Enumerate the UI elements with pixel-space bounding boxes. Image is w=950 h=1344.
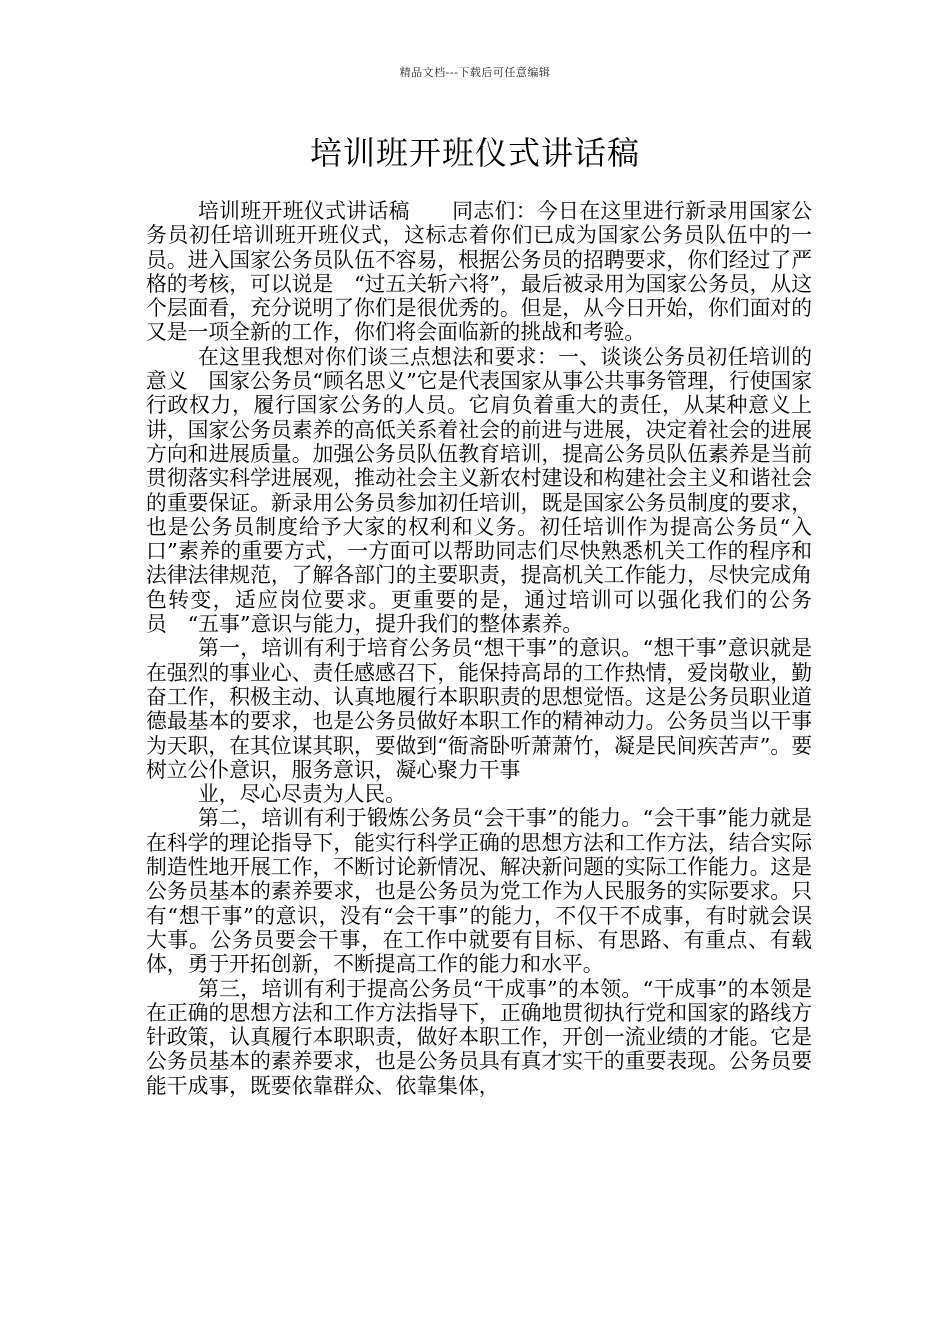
paragraph-significance: 在这里我想对你们谈三点想法和要求：一、谈谈公务员初任培训的意义 国家公务员“顾名思义”它是代表国家从事公共事务管理，行使国家行政权力，履行国家公务的人员。它肩负着重大的责任，从某种意义上讲，国家公务员素养的高低关系着社会的前进与进展，决定着社会的进展方向和进展质量。加强公务员队伍教育培训，提高公务员队伍素养是当前贯彻落实科学进展观，推动社会主义新农村建设和构建社会主义和谐社会的重要保证。新录用公务员参加初任培训，既是国家公务员制度的要求，也是公务员制度给予大家的权利和义务。初任培训作为提高公务员“入口”素养的重要方式，一方面可以帮助同志们尽快熟悉机关工作的程序和法律法律规范，了解各部门的主要职责，提高机关工作能力，尽快完成角色转变，适应岗位要求。更重要的是，通过培训可以强化我们的公务员 “五事”意识与能力，提升我们的整体素养。 (146, 344, 812, 637)
paragraph-third-point: 第三，培训有利于提高公务员“干成事”的本领。“干成事”的本领是在正确的思想方法和工作方法指导下，正确地贯彻执行党和国家的路线方针政策，认真履行本职职责，做好本职工作，开创一流业绩的才能。它是公务员基本的素养要求，也是公务员具有真才实干的重要表现。公务员要能干成事，既要依靠群众、依靠集体， (146, 976, 812, 1098)
paragraph-first-point: 第一，培训有利于培育公务员“想干事”的意识。“想干事”意识就是在强烈的事业心、责任感感召下，能保持高昂的工作热情，爱岗敬业，勤奋工作，积极主动、认真地履行本职职责的思想觉悟。这是公务员职业道德最基本的要求，也是公务员做好本职工作的精神动力。公务员当以干事为天职，在其位谋其职，要做到“衙斋卧听萧萧竹，凝是民间疾苦声”。要树立公仆意识，服务意识，凝心聚力干事 (146, 636, 812, 782)
page-header-note: 精品文档---下载后可任意编辑 (399, 66, 551, 79)
paragraph-second-point: 第二，培训有利于锻炼公务员“会干事”的能力。“会干事”能力就是在科学的理论指导下，能实行科学正确的思想方法和工作方法，结合实际制造性地开展工作，不断讨论新情况、解决新问题的实际工作能力。这是公务员基本的素养要求，也是公务员为党工作为人民服务的实际要求。只有“想干事”的意识，没有“会干事”的能力，不仅干不成事，有时就会误大事。公务员要会干事，在工作中就要有目标、有思路、有重点、有载体，勇于开拓创新，不断提高工作的能力和水平。 (146, 806, 812, 977)
paragraph-opening: 培训班开班仪式讲话稿 同志们：今日在这里进行新录用国家公务员初任培训班开班仪式，这标志着你们已成为国家公务员队伍中的一员。进入国家公务员队伍不容易，根据公务员的招聘要求，你们经过了严格的考核，可以说是 “过五关斩六将”，最后被录用为国家公务员，从这个层面看，充分说明了你们是很优秀的。但是，从今日开始，你们面对的又是一项全新的工作，你们将会面临新的挑战和考验。 (146, 199, 812, 345)
document-body (146, 199, 812, 1098)
paragraph-first-point-continued: 业，尽心尽责为人民。 (198, 782, 406, 807)
document-title: 培训班开班仪式讲话稿 (309, 134, 640, 172)
